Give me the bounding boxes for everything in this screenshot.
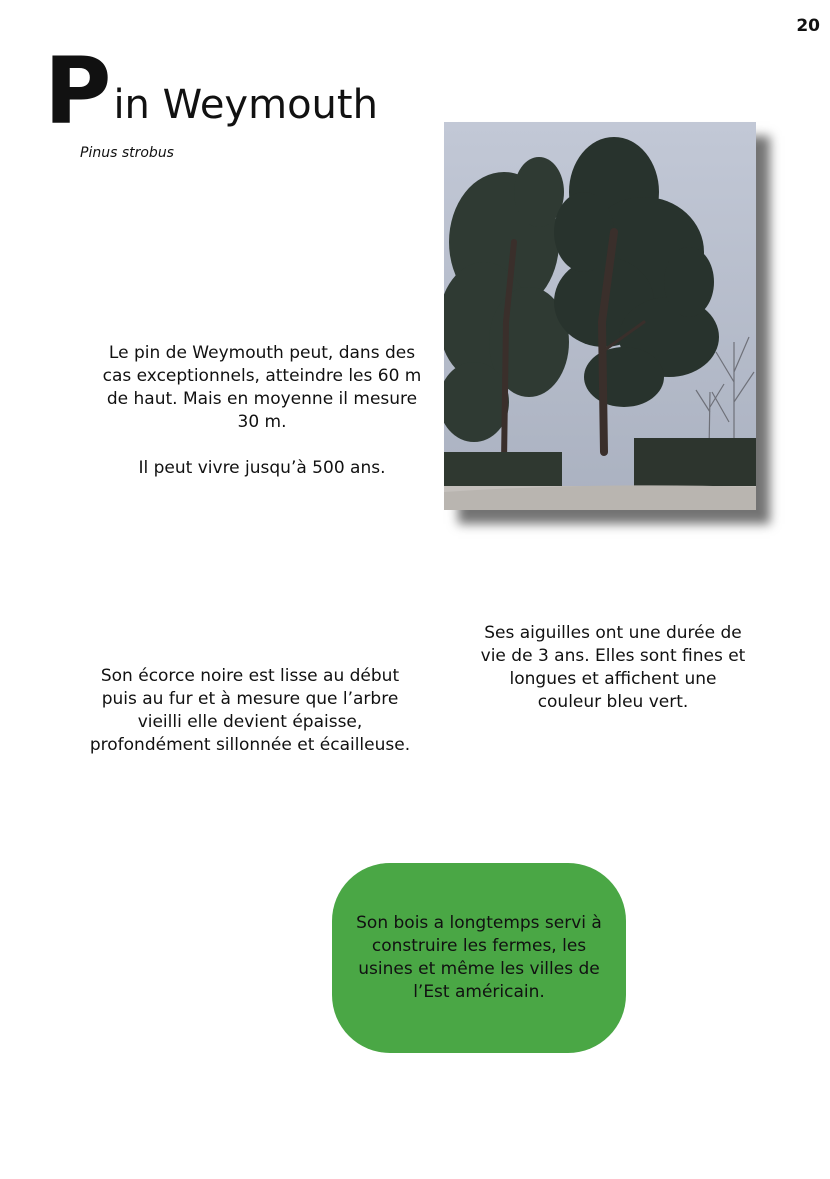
pine-tree-photo xyxy=(444,122,756,510)
page-title xyxy=(44,38,378,145)
bark-text: Son écorce noire est lisse au début puis au fur et à mesure que l’arbre vieilli elle devient épaisse, profondément sillonnée et écailleuse. xyxy=(89,666,411,755)
title-text: in Weymouth xyxy=(113,82,378,128)
height-info xyxy=(100,342,424,480)
needles-text: Ses aiguilles ont une durée de vie de 3 ans. Elles sont fines et longues et affichent une couleur bleu vert. xyxy=(480,623,746,712)
wood-bubble xyxy=(332,863,626,1053)
wood-text: Son bois a longtemps servi à construire les fermes, les usines et même les villes de l’Est américain. xyxy=(356,913,602,1002)
height-text: Le pin de Weymouth peut, dans des cas exceptionnels, atteindre les 60 m de haut. Mais en moyenne il mesure 30 m. xyxy=(102,343,422,432)
latin-name: Pinus strobus xyxy=(80,145,174,161)
title-initial: P xyxy=(44,38,112,145)
lifespan-text: Il peut vivre jusqu’à 500 ans. xyxy=(138,458,386,478)
page-number: 20 xyxy=(796,16,820,36)
pine-tree-illustration xyxy=(444,122,756,510)
